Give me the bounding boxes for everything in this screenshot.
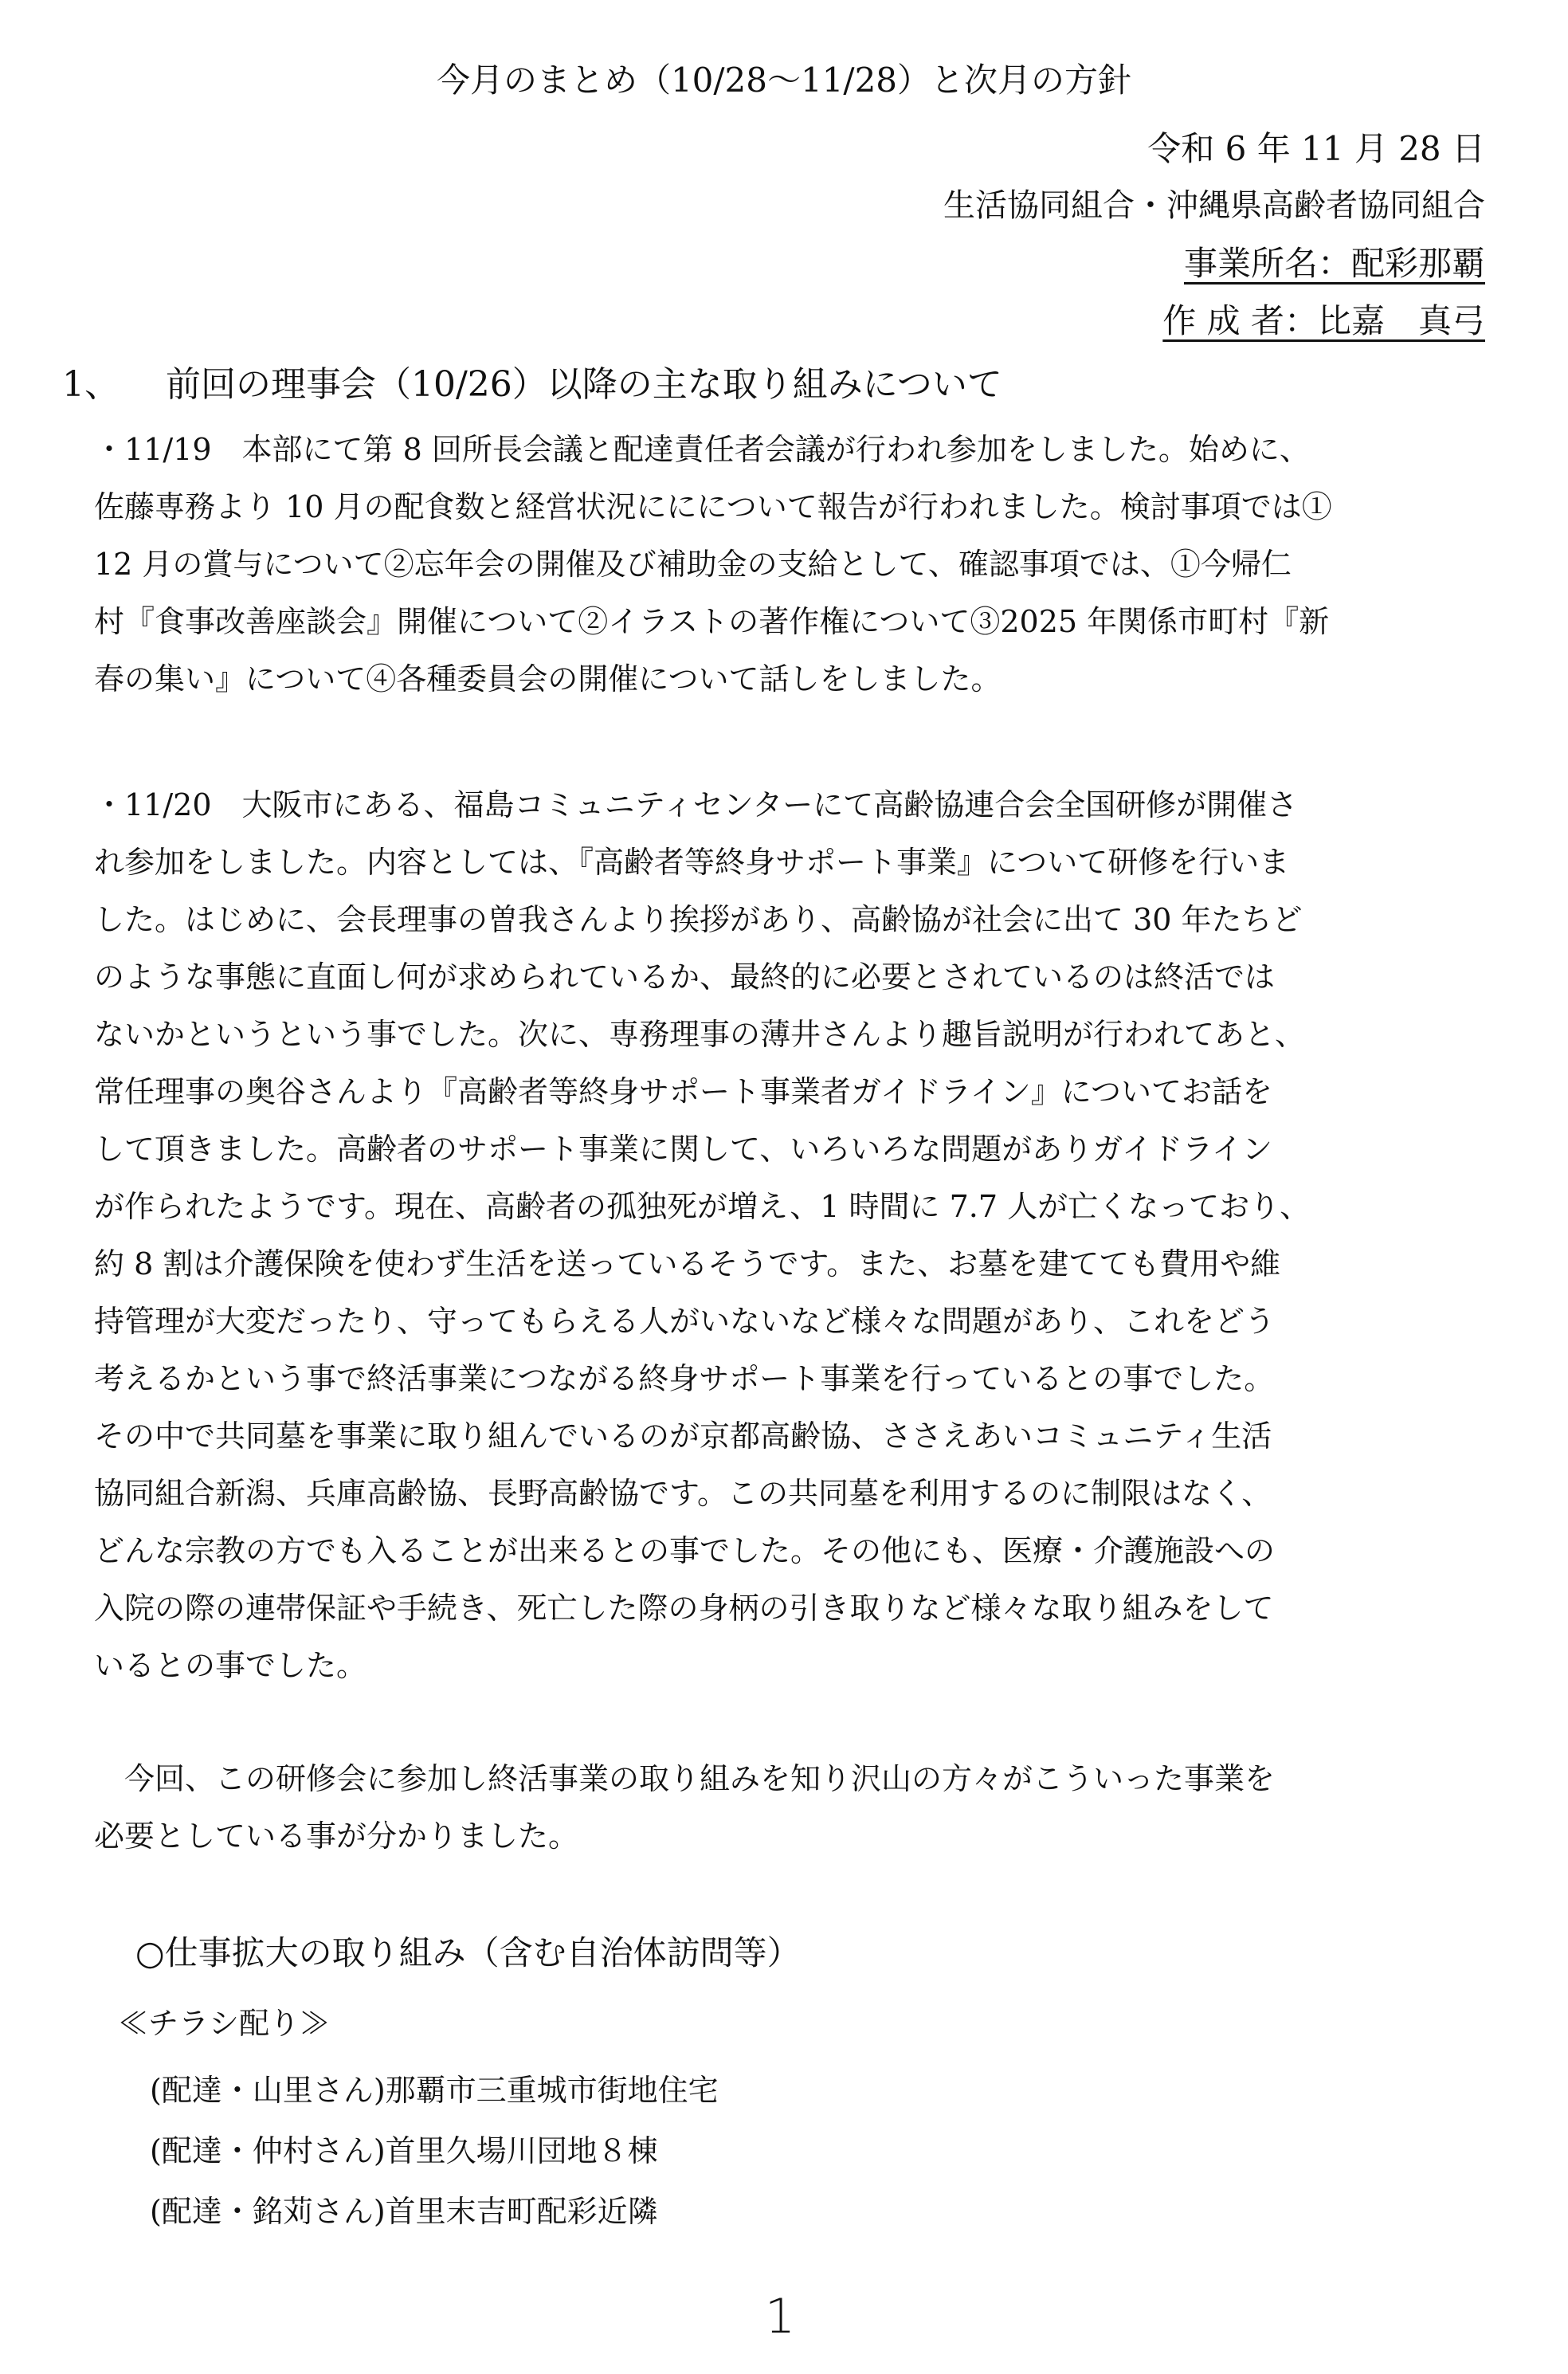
paragraph-line: 常任理事の奥谷さんより『高齢者等終身サポート事業者ガイドライン』についてお話を xyxy=(94,1074,1272,1109)
paragraph-line: ・11/20 大阪市にある、福島コミュニティセンターにて高齢協連合会全国研修が開催さ xyxy=(94,787,1298,822)
paragraph-line: いるとの事でした。 xyxy=(94,1648,367,1683)
paragraph-line: 12 月の賞与について②忘年会の開催及び補助金の支給として、確認事項では、①今帰仁 xyxy=(94,547,1292,582)
paragraph-line: 考えるかという事で終活事業につながる終身サポート事業を行っているとの事でした。 xyxy=(94,1361,1275,1396)
section-number: 1、 xyxy=(62,364,120,405)
paragraph-line: して頂きました。高齢者のサポート事業に関して、いろいろな問題がありガイドライン xyxy=(94,1132,1272,1167)
paragraph-line: 佐藤専務より 10 月の配食数と経営状況ににについて報告が行われました。検討事項では① xyxy=(94,489,1332,524)
page-number: 1 xyxy=(765,2289,796,2345)
paragraph-line: 今回、この研修会に参加し終活事業の取り組みを知り沢山の方々がこういった事業を xyxy=(94,1761,1276,1796)
paragraph-line: その中で共同墓を事業に取り組んでいるのが京都高齢協、ささえあいコミュニティ生活 xyxy=(94,1419,1272,1454)
report-date: 令和 6 年 11 月 28 日 xyxy=(1147,129,1485,168)
entry-1120-paragraph xyxy=(94,776,1490,1694)
distribution-item: (配達・山里さん)那覇市三重城市街地住宅 xyxy=(150,2073,719,2108)
paragraph-line: 村『食事改善座談会』開催について②イラストの著作権について③2025 年関係市町村『新 xyxy=(94,604,1330,639)
entry-1119-paragraph xyxy=(94,421,1490,708)
section-title: 前回の理事会（10/26）以降の主な取り組みについて xyxy=(166,364,1002,405)
paragraph-line: した。はじめに、会長理事の曽我さんより挨拶があり、高齢協が社会に出て 30 年たちど xyxy=(94,902,1303,937)
expansion-heading: ○仕事拡大の取り組み（含む自治体訪問等） xyxy=(135,1933,801,1972)
office-name: 事業所名：配彩那覇 xyxy=(1183,244,1485,283)
paragraph-line: どんな宗教の方でも入ることが出来るとの事でした。その他にも、医療・介護施設への xyxy=(94,1533,1276,1568)
paragraph-line: 春の集い』について④各種委員会の開催について話しをしました。 xyxy=(94,661,1002,697)
paragraph-line: 協同組合新潟、兵庫高齢協、長野高齢協です。この共同墓を利用するのに制限はなく、 xyxy=(94,1476,1272,1511)
paragraph-line: 持管理が大変だったり、守ってもらえる人がいないなど様々な問題があり、これをどう xyxy=(94,1304,1276,1339)
paragraph-line: ・11/19 本部にて第 8 回所長会議と配達責任者会議が行われ参加をしました。始めに、 xyxy=(94,432,1310,467)
organization-name: 生活協同組合・沖縄県高齢者協同組合 xyxy=(943,187,1485,224)
paragraph-line: 入院の際の連帯保証や手続き、死亡した際の身柄の引き取りなど様々な取り組みをして xyxy=(94,1591,1274,1626)
paragraph-line: が作られたようです。現在、高齢者の孤独死が増え、1 時間に 7.7 人が亡くなっており、 xyxy=(94,1189,1311,1224)
paragraph-line: ないかというという事でした。次に、専務理事の薄井さんより趣旨説明が行われてあと、 xyxy=(94,1017,1306,1052)
closing-paragraph xyxy=(94,1750,1490,1865)
paragraph-line: 約 8 割は介護保険を使わず生活を送っているそうです。また、お墓を建てても費用や維 xyxy=(94,1246,1281,1281)
author-name: 作 成 者：比嘉 真弓 xyxy=(1162,301,1485,340)
section-heading xyxy=(62,355,1002,406)
distribution-item: (配達・仲村さん)首里久場川団地８棟 xyxy=(150,2133,658,2168)
distribution-item: (配達・銘苅さん)首里末吉町配彩近隣 xyxy=(150,2194,658,2229)
paragraph-line: のような事態に直面し何が求められているか、最終的に必要とされているのは終活では xyxy=(94,959,1276,995)
document-title: 今月のまとめ（10/28～11/28）と次月の方針 xyxy=(436,61,1132,100)
paragraph-line: れ参加をしました。内容としては、『高齢者等終身サポート事業』について研修を行いま xyxy=(94,845,1290,880)
flyer-heading: ≪チラシ配り≫ xyxy=(118,2006,331,2041)
paragraph-line: 必要としている事が分かりました。 xyxy=(94,1819,579,1854)
